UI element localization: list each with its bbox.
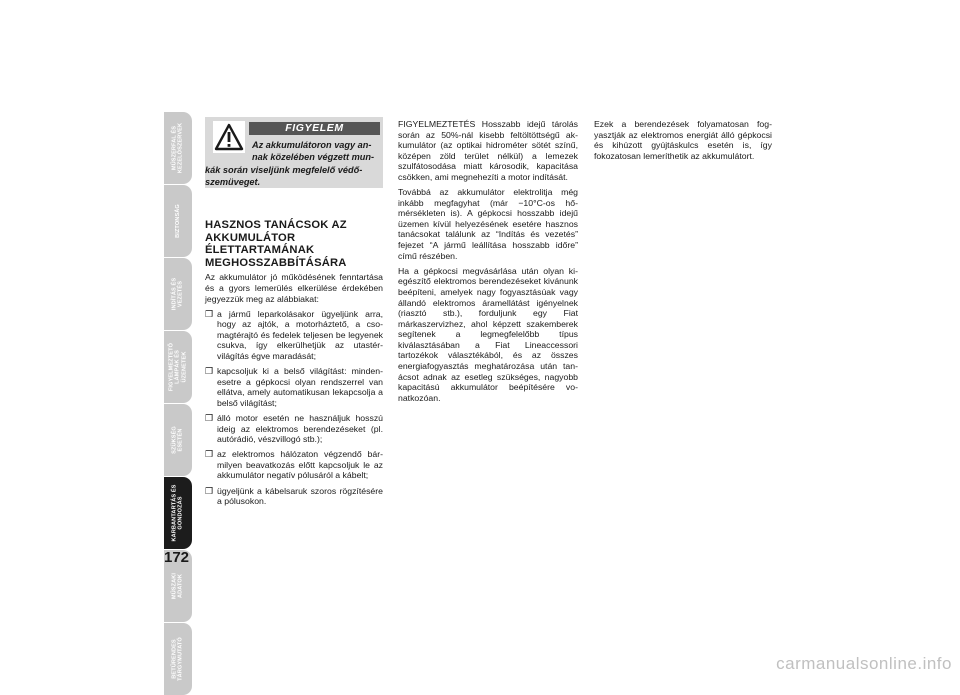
tab-label: MŰSZERFAL ÉS KEZELŐSZERVEK (171, 122, 184, 174)
checkbox-bullet-icon: ❒ (205, 366, 214, 377)
list-item-text: kapcsoljuk ki a belső világítást: mindenesetre a gépkocsi olyan rendszerrel van ellátva, amely automatikusan lekapcsolja a belső világítást; (217, 366, 383, 408)
warning-line: kák során viseljünk megfelelő védő- (205, 164, 363, 175)
tab-safety[interactable] (164, 185, 192, 257)
tab-emergency[interactable] (164, 404, 192, 476)
tab-label: SZÜKSÉG ESETÉN (171, 426, 184, 454)
section-heading: HASZNOS TANÁCSOK AZ AKKUMULÁTOR ÉLETTARTAMÁNAK MEGHOSSZABBÍTÁSÁRA (205, 219, 347, 269)
tab-label: INDÍTÁS ÉS VEZETÉS (171, 277, 184, 311)
column-3 (594, 119, 772, 166)
tab-label: KARBANTARTÁS ÉS GONDOZÁS (171, 484, 184, 542)
tab-maintenance-care[interactable] (164, 477, 192, 549)
tab-label: FIGYELMEZTETŐ LÁMPÁK ÉS ÜZENETEK (168, 342, 188, 392)
page-number: 172 (164, 549, 190, 566)
paragraph: FIGYELMEZTETÉS Hosszabb idejű tárolás során az 50%-nál kisebb feltöltöttségű akkumulátor (az optikai hidrométer sötét színű, középen zöld terület nélkül) a lemezek szulfátosodása miatt károsodik, kapacitása csökken, ami megnehezíti a motor indítását. (398, 119, 578, 182)
warning-title: FIGYELEM (249, 122, 380, 135)
list-item-text: a jármű leparkolásakor ügyeljünk arra, hogy az ajtók, a motorháztető, a csomagtérajtó és fedelek teljesen be legyenek csukva, így elkerülhetjük az utastér-világítás égve maradását; (217, 308, 383, 362)
tab-label: BETŰRENDES TÁRGYMUTATÓ (171, 637, 184, 681)
checkbox-bullet-icon: ❒ (205, 485, 214, 496)
tab-starting-driving[interactable] (164, 258, 192, 330)
tab-index[interactable] (164, 623, 192, 695)
checkbox-bullet-icon: ❒ (205, 413, 214, 423)
tips-list (205, 309, 383, 507)
checkbox-bullet-icon: ❒ (205, 308, 214, 319)
list-item (205, 486, 383, 507)
paragraph: Ezek a berendezések folyamatosan fogyasztják az elektromos energiát álló gépkocsi és kihúzott gyújtáskulcs esetén is, így fokozatosan lemeríthetik az akkumulátort. (594, 119, 772, 161)
watermark: carmanualsonline.info (776, 654, 952, 673)
list-item-text: ügyeljünk a kábelsaruk szoros rögzítésére a pólusokon. (217, 485, 383, 507)
list-item-text: álló motor esetén ne használjuk hosszú ideig az elektromos berendezéseket (pl. autórádió, vészvillogó stb.); (217, 413, 383, 445)
list-item (205, 413, 383, 445)
warning-line: Az akkumulátoron vagy an- (252, 140, 372, 150)
list-item (205, 309, 383, 362)
checkbox-bullet-icon: ❒ (205, 449, 214, 460)
tab-label: MŰSZAKI ADATOK (171, 572, 184, 600)
warning-text (205, 139, 380, 189)
tab-warning-lights[interactable] (164, 331, 192, 403)
list-item-text: az elektromos hálózaton végzendő bármilyen beavatkozás előtt kapcsoljuk le az akkumulátor negatív pólusáról a kábelt; (217, 449, 383, 481)
warning-line: szemüveget. (205, 177, 261, 188)
warning-line: nak közelében végzett mun- (252, 152, 375, 163)
tab-label: BIZTONSÁG (174, 204, 181, 238)
column-2 (398, 119, 578, 408)
list-item (205, 366, 383, 408)
column-1 (205, 219, 383, 511)
paragraph: Továbbá az akkumulátor elektrolitja még inkább megfagyhat (már −10°C-os hőmérsékleten is). A gépkocsi hosszabb idejű üzemen kívül helyezésének esetére hasznos tanácsokat találunk az “Indítás és vezetés” fejezet “A jármű leállítása hosszabb időre” című részében. (398, 187, 578, 261)
paragraph: Ha a gépkocsi megvásárlása után olyan kiegészítő elektromos berendezéseket kivánunk beépíteni, amelyek nagy fogyasztásúak vagy állandó elektromos áramellátást igényelnek (riasztó stb.), forduljunk egy Fiat márkaszervizhez, ahol képzett szakemberek segítenek a legmegfelelőbb típus kiválasztásában a Fiat Lineaccessori tartozékok választékából, és az összes energiafogyasztás meghatározása után tanácsot adnak az esetleg szükséges, nagyobb kapacitású akkumulátor beépítésére vonatkozóan. (398, 265, 578, 403)
tab-instrument-panel[interactable] (164, 112, 192, 184)
section-intro: Az akkumulátor jó működésének fenntartása és a gyors lemerülés elkerülése érdekében jegyezzük meg az alábbiakat: (205, 272, 383, 304)
list-item (205, 449, 383, 481)
